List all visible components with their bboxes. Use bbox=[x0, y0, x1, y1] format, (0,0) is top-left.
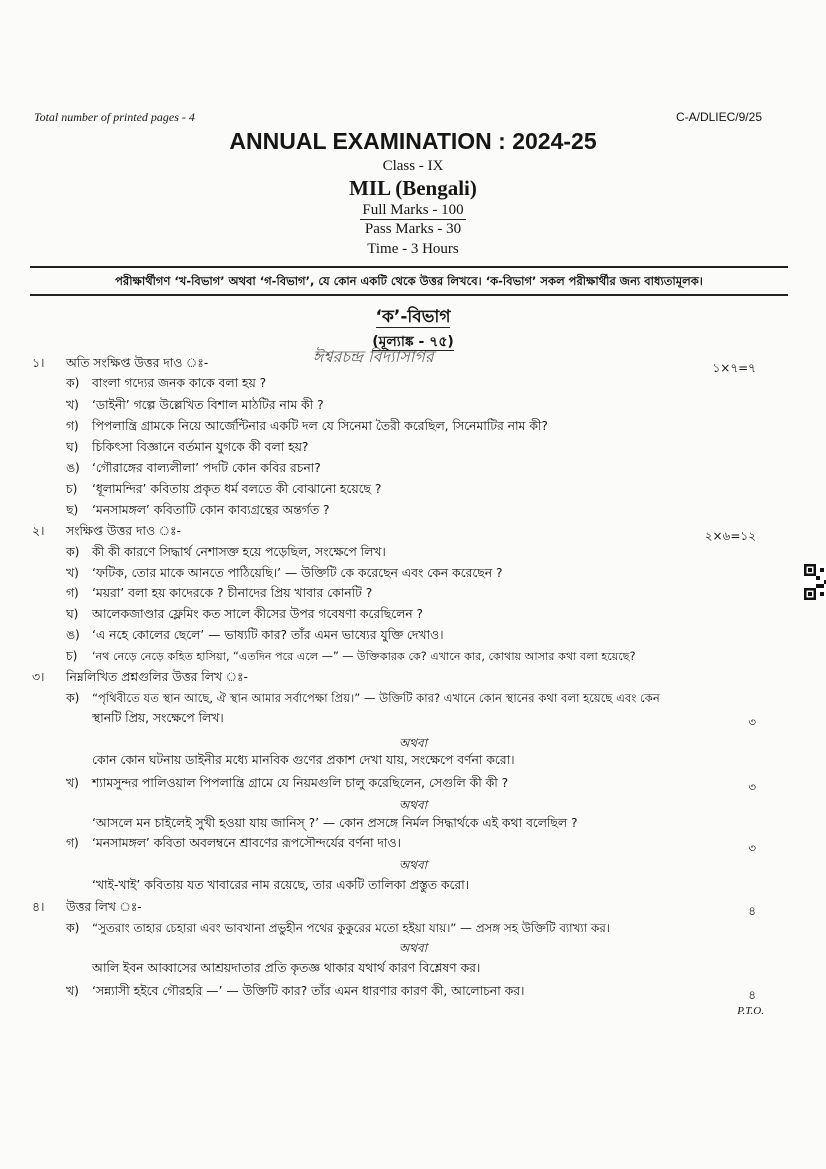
q1-item-text: ‘ডাইনী’ গল্পে উল্লেখিত বিশাল মাঠটির নাম কী ? bbox=[92, 398, 324, 412]
q4-item-alt: আলি ইবন আব্বাসের আশ্রয়দাতার প্রতি কৃতজ্ঞ থাকার যথার্থ কারণ বিশ্লেষণ কর। bbox=[92, 961, 481, 975]
q3-number: ৩। bbox=[32, 670, 45, 684]
section-title bbox=[0, 304, 826, 332]
pto-note: P.T.O. bbox=[737, 1005, 764, 1017]
q2-item-text: আলেকজাণ্ডার ফ্লেমিং কত সালে কীসের উপর গবেষণা করেছিলেন ? bbox=[92, 607, 424, 621]
q1-item-text: ‘ধূলামন্দির’ কবিতায় প্রকৃত ধর্ম বলতে কী বোঝানো হয়েছে ? bbox=[92, 482, 382, 496]
q2-number: ২। bbox=[32, 524, 45, 538]
q2-item-label: খ) bbox=[66, 566, 79, 580]
or-divider: অথবা bbox=[398, 736, 428, 750]
q1-item-text: ‘গৌরাঙ্গের বাল্যলীলা’ পদটি কোন কবির রচনা? bbox=[92, 461, 321, 475]
q3-item-marks: ৩ bbox=[748, 841, 756, 855]
q1-number: ১। bbox=[32, 356, 45, 370]
q2-item-text: ‘এ নহে কোলের ছেলে’ — ভাষ্যটি কার? তাঁর এমন ভাষ্যের যুক্তি দেখাও। bbox=[92, 628, 444, 642]
q4-number: ৪। bbox=[32, 900, 45, 914]
q1-item-label: ক) bbox=[66, 376, 80, 390]
time-label: Time - 3 Hours bbox=[367, 241, 459, 257]
q3-item-text: শ্যামসুন্দর পালিওয়াল পিপলান্ত্রি গ্রামে যে নিয়মগুলি চালু করেছিলেন, সেগুলি কী কী ? bbox=[92, 776, 509, 790]
q4-item-text: “সুতরাং তাহার চেহারা এবং ভাবখানা প্রভুহীন পথের কুকুরের মতো হইয়া যায়।” — প্রসঙ্গ সহ উক্তিটি ব্যাখ্যা কর। bbox=[92, 921, 610, 935]
q3-item-marks: ৩ bbox=[748, 780, 756, 794]
q3-item-text-cont: স্থানটি প্রিয়, সংক্ষেপে লিখ। bbox=[92, 711, 224, 725]
q2-item-label: ঙ) bbox=[66, 628, 80, 642]
class-label: Class - IX bbox=[382, 158, 444, 174]
instruction-banner: পরীক্ষার্থীগণ ‘খ-বিভাগ’ অথবা ‘গ-বিভাগ’, যে কোন একটি থেকে উত্তর লিখবে। ‘ক-বিভাগ’ সকল পরীক্ষার্থীর জন্য বাধ্যতামূলক। bbox=[30, 266, 788, 296]
printed-pages-note: Total number of printed pages - 4 bbox=[34, 110, 195, 124]
q4-item-label: ক) bbox=[66, 921, 80, 935]
q3-item-marks: ৩ bbox=[748, 715, 756, 729]
q2-item-label: ঘ) bbox=[66, 607, 79, 621]
q2-item-text: কী কী কারণে সিদ্ধার্থ নেশাসক্ত হয়ে পড়েছিল, সংক্ষেপে লিখ। bbox=[92, 545, 386, 559]
or-divider: অথবা bbox=[398, 798, 428, 812]
q2-item-text: ‘ময়রা’ বলা হয় কাদেরকে ? চীনাদের প্রিয় খাবার কোনটি ? bbox=[92, 586, 373, 600]
q3-item-label: গ) bbox=[66, 836, 79, 850]
q1-item-label: খ) bbox=[66, 398, 79, 412]
q3-item-alt: ‘খাই-খাই’ কবিতায় যত খাবারের নাম রয়েছে, তার একটি তালিকা প্রস্তুত করো। bbox=[92, 878, 470, 892]
q3-item-text: “পৃথিবীতে যত স্থান আছে, ঐ স্থান আমার সর্বাপেক্ষা প্রিয়।” — উক্তিটি কার? এখানে কোন স্থানের কথা বলা হয়েছে এবং কেন bbox=[92, 691, 660, 705]
q2-item-label: ক) bbox=[66, 545, 80, 559]
q2-title: সংক্ষিপ্ত উত্তর দাও ঃ- bbox=[66, 524, 181, 538]
q4-marks: ৪ bbox=[748, 904, 756, 918]
q2-item-text: ‘নথ নেড়ে নেড়ে কহিত হাসিয়া, “এতদিন পরে এলে —” — উক্তিকারক কে? এখানে কার, কোথায় আসার কথা বলা হয়েছে? bbox=[92, 650, 636, 663]
q2-item-text: ‘ফটিক, তোর মাকে আনতে পাঠিয়েছি।’ — উক্তিটি কে করেছেন এবং কেন করেছেন ? bbox=[92, 566, 503, 580]
q1-item-label: ঘ) bbox=[66, 440, 79, 454]
or-divider: অথবা bbox=[398, 941, 428, 955]
q1-item-label: গ) bbox=[66, 419, 79, 433]
q3-item-text: ‘মনসামঙ্গল’ কবিতা অবলম্বনে শ্রাবণের রূপসৌন্দর্যের বর্ণনা দাও। bbox=[92, 836, 401, 850]
paper-code: C-A/DLIEC/9/25 bbox=[675, 110, 762, 124]
q3-item-label: ক) bbox=[66, 691, 80, 705]
q1-item-text: ‘মনসামঙ্গল’ কবিতাটি কোন কাব্যগ্রন্থের অন্তর্গত ? bbox=[92, 503, 330, 517]
q1-item-label: ছ) bbox=[66, 503, 79, 517]
q1-marks: ১×৭=৭ bbox=[712, 361, 756, 375]
q3-item-label: খ) bbox=[66, 776, 79, 790]
q1-item-text: বাংলা গদ্যের জনক কাকে বলা হয় ? bbox=[92, 376, 267, 390]
q1-item-text: পিপলান্ত্রি গ্রামকে নিয়ে আর্জেন্টিনার একটি দল যে সিনেমা তৈরী করেছিল, সিনেমাটির নাম কী? bbox=[92, 419, 548, 433]
subject-label: MIL (Bengali) bbox=[349, 176, 477, 200]
q3-item-alt: কোন কোন ঘটনায় ডাইনীর মধ্যে মানবিক গুণের প্রকাশ দেখা যায়, সংক্ষেপে বর্ণনা করো। bbox=[92, 753, 515, 767]
q1-title: অতি সংক্ষিপ্ত উত্তর দাও ঃ- bbox=[66, 356, 209, 370]
full-marks bbox=[0, 202, 826, 219]
q4-item-text: ‘সন্ন্যাসী হইবে গৌরহরি —’ — উক্তিটি কার? তাঁর এমন ধারণার কারণ কী, আলোচনা কর। bbox=[92, 984, 525, 998]
section-title-text: ‘ক’-বিভাগ bbox=[375, 307, 451, 327]
q3-title: নিম্নলিখিত প্রশ্নগুলির উত্তর লিখ ঃ- bbox=[66, 670, 248, 684]
q2-item-label: গ) bbox=[66, 586, 79, 600]
exam-title: ANNUAL EXAMINATION : 2024-25 bbox=[229, 128, 597, 154]
handwritten-annotation: ঈশ্বরচন্দ্র বিদ্যাসাগর bbox=[313, 347, 434, 366]
qr-code bbox=[804, 564, 826, 600]
pass-marks: Pass Marks - 30 bbox=[364, 221, 462, 237]
q2-item-label: চ) bbox=[66, 649, 78, 663]
q1-item-label: চ) bbox=[66, 482, 78, 496]
q2-marks: ২×৬=১২ bbox=[704, 529, 756, 543]
q3-item-alt: ‘আসলে মন চাইলেই সুখী হওয়া যায় জানিস্ ?’ — কোন প্রসঙ্গে নির্মল সিদ্ধার্থকে এই কথা বলেছিল ? bbox=[92, 816, 578, 830]
q1-item-text: চিকিৎসা বিজ্ঞানে বর্তমান যুগকে কী বলা হয়? bbox=[92, 440, 309, 454]
q4-item-marks: ৪ bbox=[748, 988, 756, 1002]
q4-item-label: খ) bbox=[66, 984, 79, 998]
q1-item-label: ঙ) bbox=[66, 461, 80, 475]
full-marks-text: Full Marks - 100 bbox=[362, 202, 464, 218]
section-marks-text: (মূল্যাঙ্ক - ৭৫) bbox=[372, 334, 454, 350]
q4-title: উত্তর লিখ ঃ- bbox=[66, 900, 142, 914]
or-divider: অথবা bbox=[398, 858, 428, 872]
